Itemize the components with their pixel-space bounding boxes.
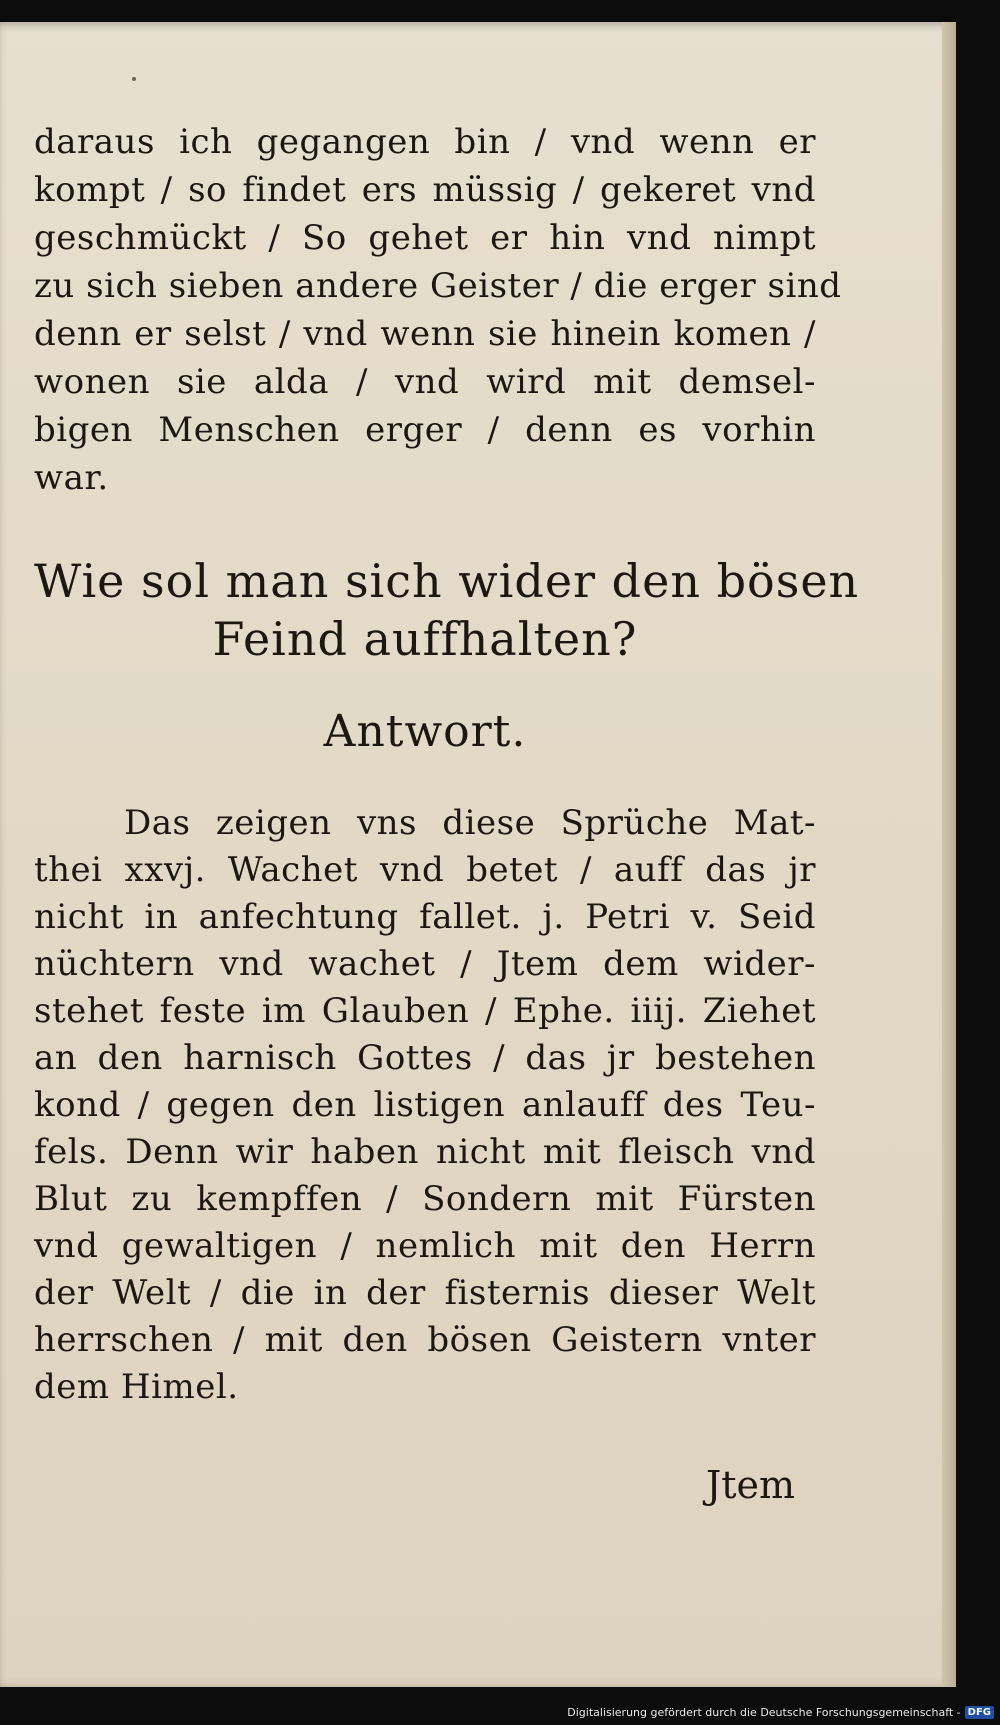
text-line: nüchtern vnd wachet / Jtem dem wider- [34, 944, 816, 984]
text-line: Das zeigen vns diese Sprüche Mat- [124, 803, 816, 843]
text-line: kompt / so findet ers müssig / gekeret vnd [34, 170, 816, 210]
catchword: Jtem [706, 1463, 796, 1507]
text-line: denn er selst / vnd wenn sie hinein komen / [34, 314, 816, 354]
opening-paragraph [34, 118, 842, 502]
text-line: zu sich sieben andere Geister / die erger sind [34, 266, 842, 306]
text-line: wonen sie alda / vnd wird mit demsel- [34, 362, 816, 402]
section-heading [34, 552, 860, 668]
text-line: nicht in anfechtung fallet. j. Petri v. Seid [34, 897, 816, 937]
dfg-logo: DFG [965, 1706, 994, 1719]
heading-line: Wie sol man sich wider den bösen [34, 554, 860, 608]
text-line: thei xxvj. Wachet vnd betet / auff das jr [34, 850, 816, 890]
page-edge [942, 22, 956, 1687]
text-line: fels. Denn wir haben nicht mit fleisch vnd [34, 1132, 816, 1172]
text-line-last: dem Himel. [34, 1367, 239, 1407]
digitization-footer [567, 1703, 994, 1721]
text-line: an den harnisch Gottes / das jr bestehen [34, 1038, 816, 1078]
text-line: herrschen / mit den bösen Geistern vnter [34, 1320, 816, 1360]
answer-paragraph [34, 800, 816, 1411]
text-line: daraus ich gegangen bin / vnd wenn er [34, 122, 816, 162]
text-line-last: war. [34, 458, 109, 498]
text-line: der Welt / die in der fisternis dieser Welt [34, 1273, 816, 1313]
answer-heading: Antwort. [323, 706, 527, 757]
ink-speck [132, 77, 136, 81]
text-line: vnd gewaltigen / nemlich mit den Herrn [34, 1226, 816, 1266]
text-line: kond / gegen den listigen anlauff des Teu- [34, 1085, 816, 1125]
text-line: Blut zu kempffen / Sondern mit Fürsten [34, 1179, 816, 1219]
text-line: geschmückt / So gehet er hin vnd nimpt [34, 218, 816, 258]
text-line: stehet feste im Glauben / Ephe. iiij. Ziehet [34, 991, 816, 1031]
text-line: bigen Menschen erger / denn es vorhin [34, 410, 816, 450]
footer-credit: Digitalisierung gefördert durch die Deutsche Forschungsgemeinschaft - [567, 1705, 961, 1719]
heading-line: Feind auffhalten? [212, 612, 638, 666]
